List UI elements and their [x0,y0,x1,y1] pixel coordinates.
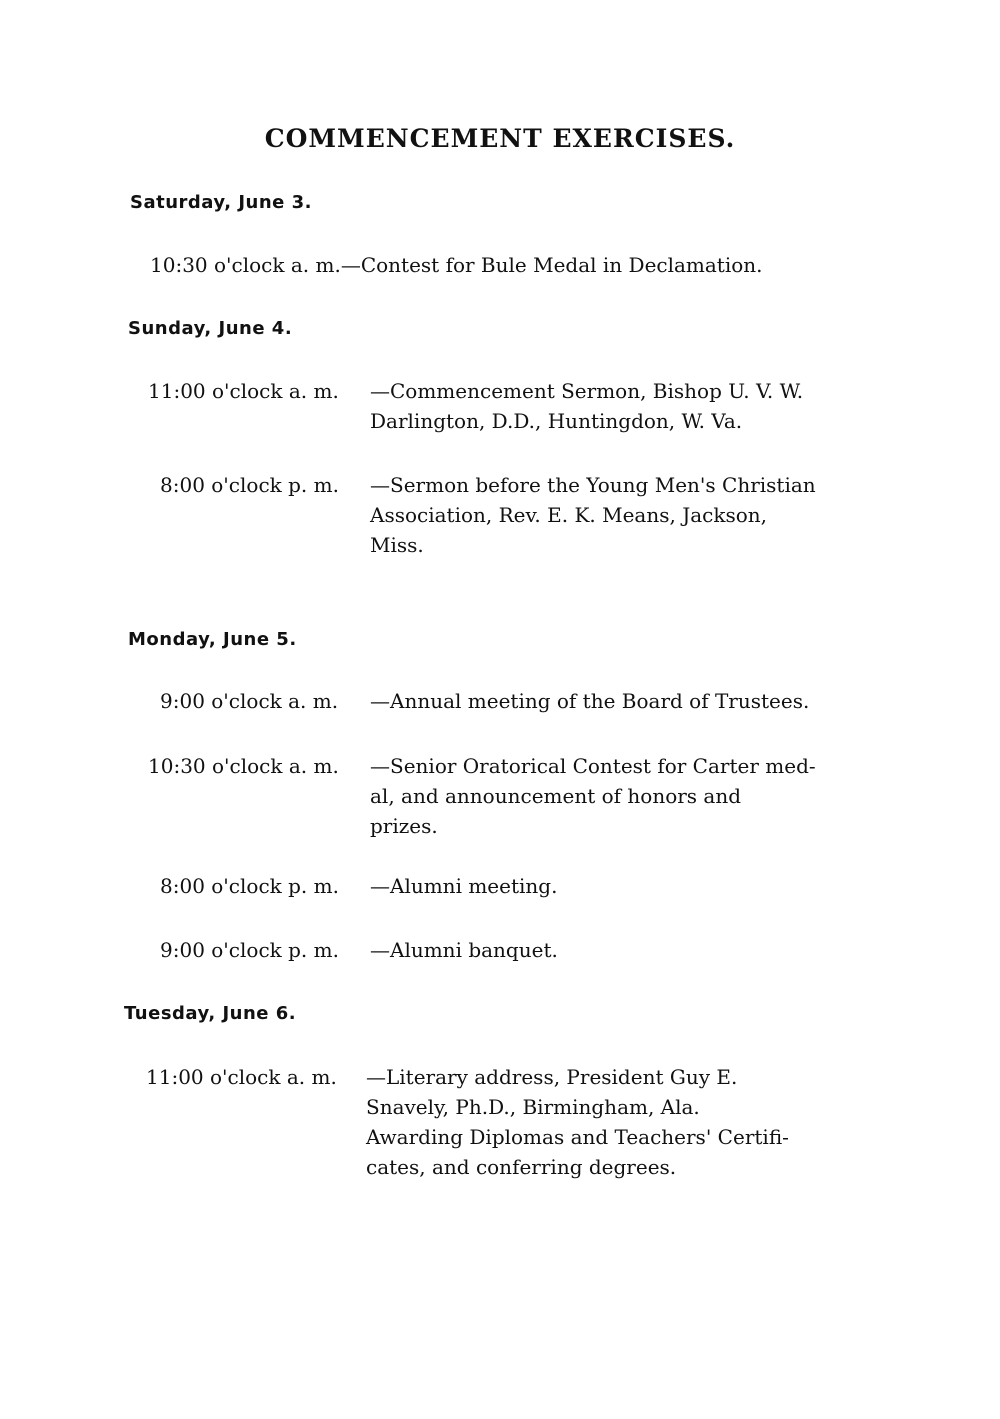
event-row [150,250,763,280]
event-time: 8:00 o'clock p. m. [160,473,339,497]
day-heading-saturday: Saturday, June 3. [130,192,312,213]
day-heading-tuesday: Tuesday, June 6. [124,1003,297,1024]
event-description: —Alumni meeting. [370,874,558,898]
event-row [160,686,338,716]
event-description: —Alumni banquet. [370,938,558,962]
event-time: 9:00 o'clock p. m. [160,938,339,962]
event-description: —Literary address, President Guy E. Snavely, Ph.D., Birmingham, Ala. Awarding Diplomas and Teachers' Certifi- cates, and conferring degrees. [366,1065,789,1179]
event-row [160,470,339,500]
event-row [160,871,339,901]
event-time: 11:00 o'clock a. m. [148,379,339,403]
event-time: 9:00 o'clock a. m. [160,689,339,713]
day-heading-monday: Monday, June 5. [128,629,297,650]
event-time: 11:00 o'clock a. m. [146,1065,337,1089]
event-description: —Contest for Bule Medal in Declamation. [340,253,763,277]
event-row [148,376,339,406]
event-time: 10:30 o'clock a. m. [150,253,341,277]
event-time: 8:00 o'clock p. m. [160,874,339,898]
event-row [148,751,339,781]
event-description: —Sermon before the Young Men's Christian Association, Rev. E. K. Means, Jackson, Miss. [370,473,816,557]
event-row [160,935,339,965]
event-description: —Senior Oratorical Contest for Carter med- al, and announcement of honors and prizes. [370,754,816,838]
day-heading-sunday: Sunday, June 4. [128,318,293,339]
event-time: 10:30 o'clock a. m. [148,754,339,778]
event-description: —Annual meeting of the Board of Trustees. [370,689,810,713]
page-title: COMMENCEMENT EXERCISES. [264,124,736,153]
event-row [146,1062,337,1092]
event-description: —Commencement Sermon, Bishop U. V. W. Darlington, D.D., Huntingdon, W. Va. [370,379,804,433]
